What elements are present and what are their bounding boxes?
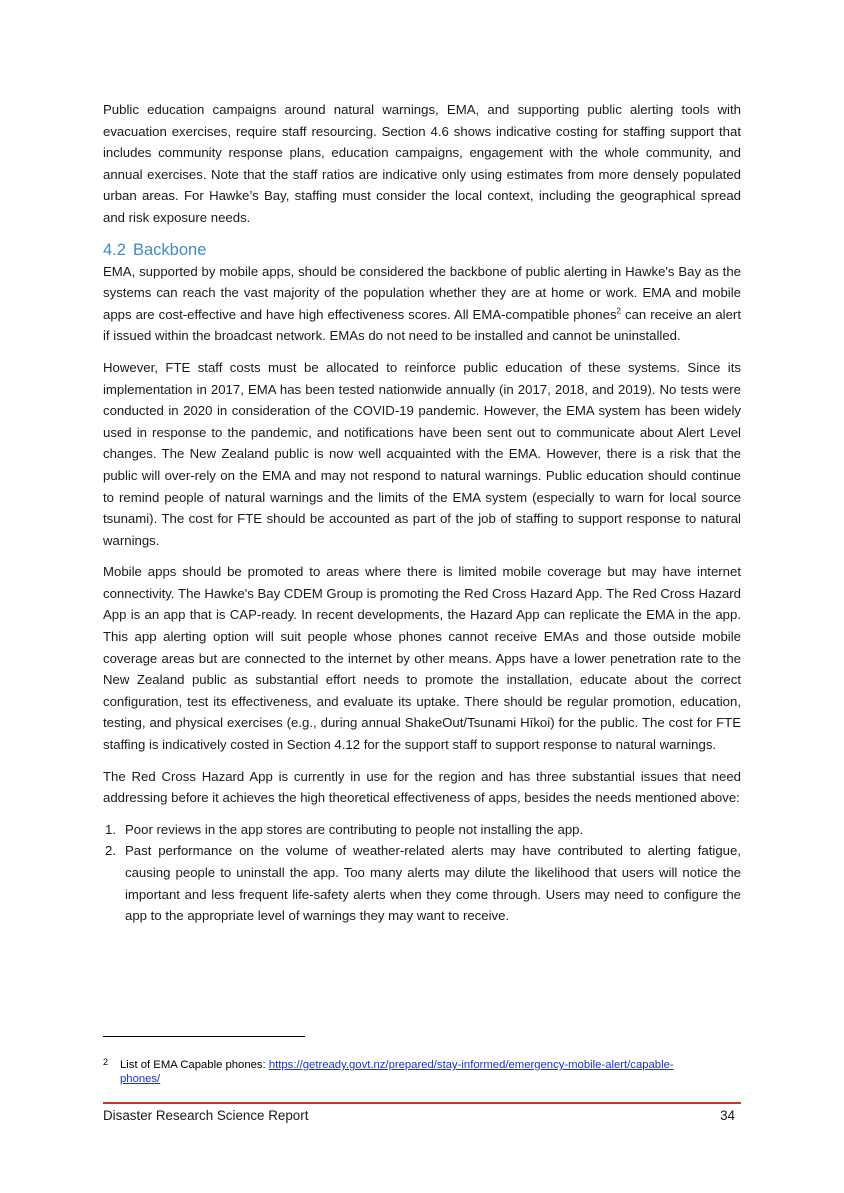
- section-number: 4.2: [103, 240, 126, 259]
- footnote-reference[interactable]: 2: [616, 306, 621, 316]
- paragraph-fte-costs: However, FTE staff costs must be allocated to reinforce public education of these systems. Since its implementation in 2017, EMA has been tested nationwide annually (in 2017, 2018, and 2019). No tests were conducted in 2020 in consideration of the COVID-19 pandemic. However, the EMA system has been widely used in response to the pandemic, and notifications have been sent out to communicate about Alert Level changes. The New Zealand public is now well acquainted with the EMA. However, there is a risk that the public will over-rely on the EMA and may not respond to natural warnings. Public education should continue to remind people of natural warnings and the limits of the EMA system (especially to warn for local source tsunami). The cost for FTE should be accounted as part of the job of staffing to support response to natural warnings.: [103, 359, 741, 548]
- list-marker: 1.: [105, 821, 116, 837]
- footnote-link[interactable]: https://getready.govt.nz/prepared/stay-informed/emergency-mobile-alert/capable-phones/: [120, 1059, 674, 1085]
- paragraph-red-cross-app: The Red Cross Hazard App is currently in use for the region and has three substantial issues that need addressing before it achieves the high theoretical effectiveness of apps, besides the needs mentioned above:: [103, 768, 741, 806]
- page-number: 34: [720, 1108, 735, 1123]
- list-item-text: Past performance on the volume of weather-related alerts may have contributed to alerting fatigue, causing people to uninstall the app. Too many alerts may dilute the likelihood that users will notice the important and less frequent life-safety alerts when they come through. Users may need to configure the app to the appropriate level of warnings they may want to receive.: [125, 843, 741, 924]
- list-item: [103, 819, 741, 841]
- main-content: [103, 99, 741, 927]
- footnote-body: [103, 1058, 703, 1086]
- issues-list: [103, 819, 741, 927]
- list-marker: 2.: [105, 843, 116, 859]
- paragraph-backbone-text-a: EMA, supported by mobile apps, should be considered the backbone of public alerting in Hawke's Bay as the systems can reach the vast majority of the population whether they are at home or work. EMA and mobile apps are cost-effective and have high effectiveness scores. All EMA-compatible phones: [103, 263, 741, 322]
- page-footer: [103, 1106, 741, 1126]
- paragraph-mobile-apps: Mobile apps should be promoted to areas where there is limited mobile coverage but may have internet connectivity. The Hawke's Bay CDEM Group is promoting the Red Cross Hazard App. The Red Cross Hazard App is an app that is CAP-ready. In recent developments, the Hazard App can replicate the EMA in the app. This app alerting option will suit people whose phones cannot receive EMAs and those outside mobile coverage areas but are connected to the internet by other means. Apps have a lower penetration rate to the New Zealand public as substantial effort needs to promote the installation, educate about the correct configuration, test its effectiveness, and evaluate its uptake. There should be regular promotion, education, testing, and physical exercises (e.g., during annual ShakeOut/Tsunami Hīkoi) for the public. The cost for FTE staffing is indicatively costed in Section 4.12 for the support staff to support response to natural warnings.: [103, 564, 741, 753]
- footnote: [103, 1058, 703, 1086]
- footer-divider: [103, 1102, 741, 1104]
- paragraph-public-education: Public education campaigns around natural warnings, EMA, and supporting public alerting tools with evacuation exercises, require staff resourcing. Section 4.6 shows indicative costing for staffing support that includes community response plans, education campaigns, engagement with the whole community, and annual exercises. Note that the staff ratios are indicative only using estimates from more densely populated urban areas. For Hawke’s Bay, staffing must consider the local context, including the geographical spread and risk exposure needs.: [103, 102, 741, 225]
- footnote-separator: [103, 1036, 305, 1037]
- paragraph-backbone-text-b: can receive an alert if issued within the broadcast network. EMAs do not need to be installed and cannot be uninstalled.: [103, 306, 741, 344]
- section-title: Backbone: [133, 240, 207, 259]
- list-item-text: Poor reviews in the app stores are contributing to people not installing the app.: [125, 821, 584, 837]
- section-heading: [103, 239, 741, 261]
- footnote-text: List of EMA Capable phones:: [120, 1059, 269, 1071]
- list-item: [103, 840, 741, 926]
- footer-title: Disaster Research Science Report: [103, 1108, 309, 1123]
- paragraph-backbone: [103, 261, 741, 347]
- footnote-marker: 2: [103, 1057, 109, 1067]
